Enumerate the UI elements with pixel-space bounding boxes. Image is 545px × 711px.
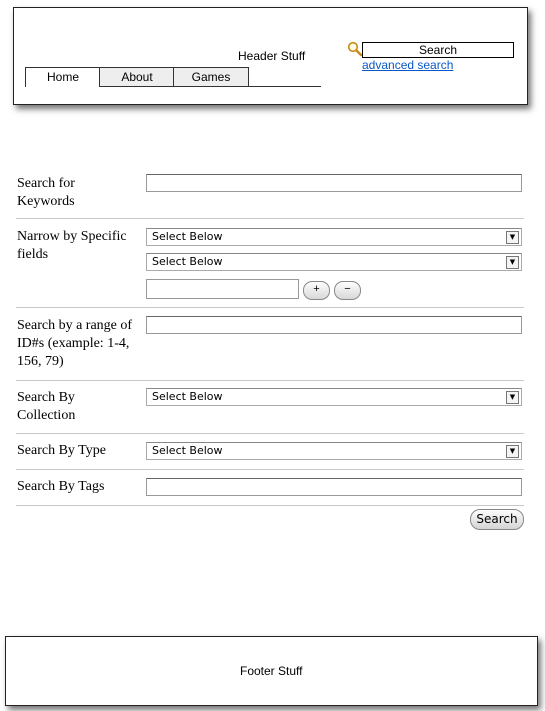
collection-select-value: Select Below [152,390,223,403]
id-range-label: Search by a range of ID#s (example: 1-4, 156, 79) [17,318,133,369]
narrow-label: Narrow by Specific fields [17,229,127,262]
tags-row [16,470,524,506]
header-text: Header Stuff [238,49,306,63]
type-select-value: Select Below [152,444,223,457]
footer [5,636,538,706]
tab-about[interactable]: About [99,67,175,87]
id-range-input[interactable] [146,316,522,334]
keywords-label: Search for Keywords [17,176,75,209]
tab-baseline [99,86,321,87]
header [13,7,528,105]
remove-field-button[interactable]: − [334,281,361,300]
search-submit-button[interactable]: Search [470,509,524,530]
advanced-search-link[interactable]: advanced search [362,58,454,72]
tags-label: Search By Tags [17,479,105,494]
field-select-1-value: Select Below [152,230,223,243]
collection-row [16,381,524,434]
field-select-2[interactable] [146,253,522,271]
chevron-down-icon: ▼ [506,445,519,458]
type-select[interactable] [146,442,522,460]
magnifier-icon [347,41,363,57]
add-field-button[interactable]: + [303,281,330,300]
advanced-search-form [16,166,524,526]
keywords-row [16,166,524,219]
field-value-input[interactable] [146,279,299,299]
search-input[interactable]: Search [362,42,514,58]
chevron-down-icon: ▼ [506,391,519,404]
id-range-row [16,308,524,381]
tab-home[interactable]: Home [25,67,101,87]
field-select-1[interactable] [146,228,522,246]
tags-input[interactable] [146,478,522,496]
tab-games[interactable]: Games [173,67,249,87]
collection-label: Search By Collection [17,390,76,423]
footer-text: Footer Stuff [240,664,303,678]
narrow-row [16,219,524,308]
chevron-down-icon: ▼ [506,231,519,244]
keywords-input[interactable] [146,174,522,192]
field-select-2-value: Select Below [152,255,223,268]
chevron-down-icon: ▼ [506,256,519,269]
type-label: Search By Type [17,443,106,458]
type-row [16,434,524,470]
collection-select[interactable] [146,388,522,406]
